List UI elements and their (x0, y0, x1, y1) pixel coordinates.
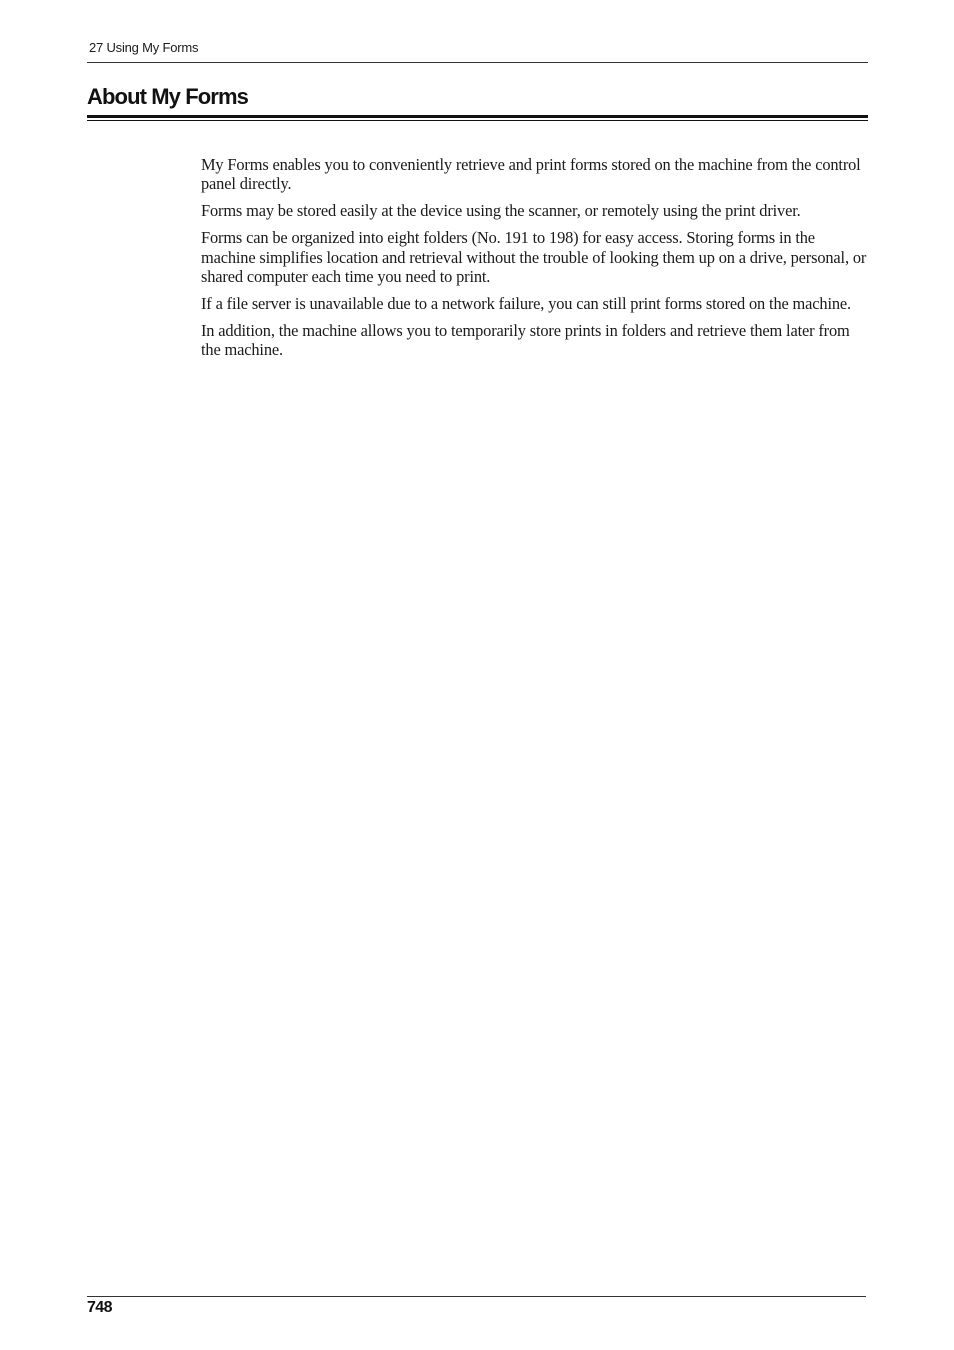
page-number: 748 (87, 1299, 112, 1316)
paragraph: Forms can be organized into eight folders (No. 191 to 198) for easy access. Storing forms in the machine simplifies location and retrieval without the trouble of looking them up on a drive, personal, or shared computer each time you need to print. (201, 228, 867, 287)
paragraph: Forms may be stored easily at the device using the scanner, or remotely using the print driver. (201, 201, 801, 221)
body-text (201, 155, 871, 367)
paragraph: If a file server is unavailable due to a network failure, you can still print forms stored on the machine. (201, 293, 851, 313)
paragraph: My Forms enables you to conveniently retrieve and print forms stored on the machine from the control panel directly. (201, 155, 861, 194)
header-rule (87, 62, 868, 63)
paragraph: In addition, the machine allows you to temporarily store prints in folders and retrieve them later from the machine. (201, 320, 850, 360)
section-title: About My Forms (87, 84, 248, 109)
title-rule-thin (87, 120, 868, 121)
footer-rule (87, 1296, 866, 1297)
title-rule-thick (87, 115, 868, 118)
running-header: 27 Using My Forms (89, 40, 199, 55)
